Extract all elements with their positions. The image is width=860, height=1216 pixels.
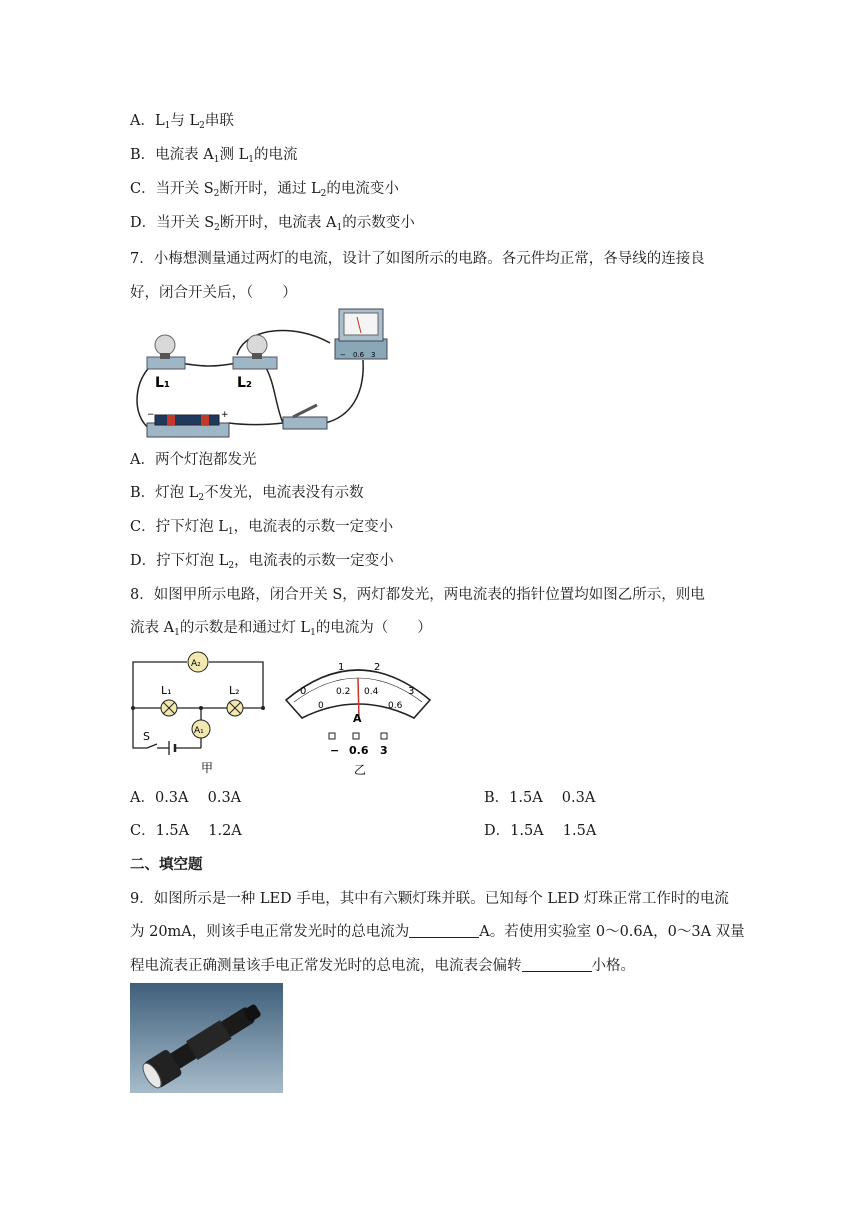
answer-blank-1[interactable] [409, 923, 479, 938]
q8-stem-line2: 流表 $A_1$的示数是和通过灯 $L_1$的电流为（ ） [130, 620, 432, 638]
q7-option-b: B．灯泡 $L_2$不发光，电流表没有示数 [130, 485, 364, 503]
flashlight-photo [130, 983, 283, 1093]
q7-option-d: D．拧下灯泡 $L_2$，电流表的示数一定变小 [130, 553, 394, 571]
inner-tick-04: 0.4 [364, 687, 379, 697]
outer-tick-1: 1 [338, 662, 345, 673]
lamp-l1 [147, 335, 185, 391]
battery-plus-label: + [221, 410, 229, 420]
meter-unit: A [353, 712, 362, 725]
lamp-l2 [233, 335, 277, 391]
ammeter-terminal-06: 0.6 [353, 351, 365, 359]
ammeter-terminal-3: 3 [371, 351, 376, 359]
q6-option-b: B．电流表 $A_1$测 $L_1$的电流 [130, 147, 298, 165]
q7-option-c: C．拧下灯泡 $L_1$，电流表的示数一定变小 [130, 519, 394, 537]
q7-stem-line2: 好，闭合开关后，（ ） [130, 285, 297, 301]
inner-tick-0: 0 [318, 701, 324, 711]
q8-option-d: D．1.5A 1.5A [484, 823, 597, 839]
q8-figure-jia [125, 648, 270, 776]
lamp-l1 [161, 684, 177, 716]
svg-text:A₁: A₁ [194, 726, 204, 736]
switch-s-label: S [143, 730, 150, 743]
answer-blank-2[interactable] [522, 957, 592, 972]
q9-line1: 9．如图所示是一种 LED 手电，其中有六颗灯珠并联。已知每个 LED 灯珠正常工作时的电流 [130, 891, 729, 907]
outer-tick-2: 2 [374, 662, 381, 673]
inner-tick-06: 0.6 [388, 701, 403, 711]
lamp-l2-label: L₂ [237, 375, 253, 391]
q7-stem-line1: 7．小梅想测量通过两灯的电流，设计了如图所示的电路。各元件均正常，各导线的连接良 [130, 251, 705, 267]
inner-tick-02: 0.2 [336, 687, 351, 697]
q6-option-a: A．$L_1$与 $L_2$串联 [130, 113, 234, 131]
outer-tick-0: 0 [300, 686, 307, 697]
lamp-l1-label: L₁ [155, 375, 171, 391]
terminal-3: 3 [380, 744, 388, 757]
q9-line3: 程电流表正确测量该手电正常发光时的总电流，电流表会偏转 小格。 [130, 958, 635, 974]
battery [147, 410, 229, 437]
terminal-06: 0.6 [349, 744, 369, 757]
q9-line2: 为 20mA，则该手电正常发光时的总电流为 A。若使用实验室 0～0.6A，0～3A 双量 [130, 924, 745, 940]
q7-option-a: A．两个灯泡都发光 [130, 452, 257, 468]
ammeter-a2 [188, 652, 208, 672]
svg-text:A₂: A₂ [191, 659, 201, 669]
svg-text:L₂: L₂ [229, 684, 240, 697]
q8-option-b: B．1.5A 0.3A [484, 790, 596, 806]
section-heading: 二、填空题 [130, 856, 203, 873]
q8-option-c: C．1.5A 1.2A [130, 823, 242, 839]
ammeter-terminal-minus: − [340, 351, 346, 359]
caption-jia: 甲 [201, 761, 214, 775]
lamp-l2 [227, 684, 243, 716]
q8-figure-yi [282, 654, 434, 780]
outer-tick-3: 3 [408, 686, 415, 697]
q7-circuit-figure [125, 305, 395, 440]
q6-option-d: D．当开关 $S_2$断开时，电流表 $A_1$的示数变小 [130, 215, 415, 233]
svg-text:L₁: L₁ [161, 684, 172, 697]
ammeter [335, 309, 387, 359]
switch [283, 405, 327, 429]
terminal-minus: − [330, 744, 340, 757]
battery-minus-label: − [147, 410, 155, 420]
caption-yi: 乙 [354, 763, 367, 777]
q8-option-a: A．0.3A 0.3A [130, 790, 242, 806]
q6-option-c: C．当开关 $S_2$断开时，通过 $L_2$的电流变小 [130, 181, 399, 199]
q8-stem-line1: 8．如图甲所示电路，闭合开关 S，两灯都发光，两电流表的指针位置均如图乙所示，则电 [130, 587, 705, 603]
ammeter-a1 [192, 720, 210, 738]
